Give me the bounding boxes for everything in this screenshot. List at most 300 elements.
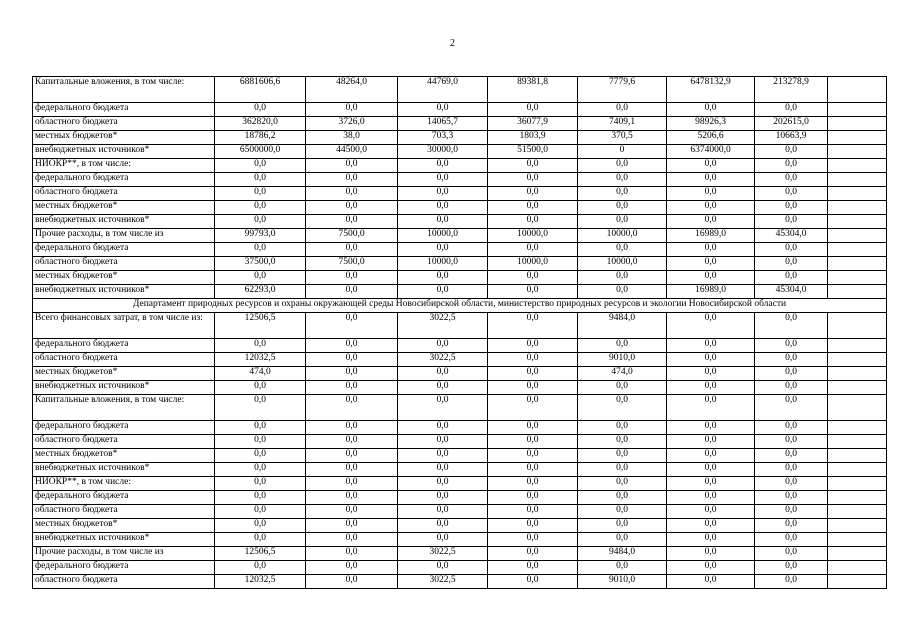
value-cell: 0,0 — [578, 103, 667, 117]
value-cell: 0,0 — [755, 561, 828, 575]
value-cell: 0,0 — [667, 449, 755, 463]
row-label: федерального бюджета — [33, 491, 215, 505]
value-cell: 0,0 — [755, 313, 828, 339]
value-cell: 0,0 — [667, 271, 755, 285]
table-row — [33, 131, 887, 145]
value-cell: 0,0 — [755, 271, 828, 285]
value-cell: 0,0 — [215, 505, 306, 519]
row-label: внебюджетных источников* — [33, 381, 215, 395]
value-cell: 0,0 — [667, 477, 755, 491]
value-cell: 0,0 — [306, 173, 398, 187]
page-number: 2 — [450, 38, 455, 49]
value-cell: 0,0 — [398, 381, 488, 395]
value-cell: 0,0 — [306, 519, 398, 533]
table-row — [33, 145, 887, 159]
value-cell: 0,0 — [398, 491, 488, 505]
value-cell: 0,0 — [398, 173, 488, 187]
empty-cell — [828, 159, 887, 173]
row-label: Прочие расходы, в том числе из — [33, 229, 215, 243]
value-cell: 0,0 — [215, 463, 306, 477]
value-cell: 18786,2 — [215, 131, 306, 145]
value-cell: 12032,5 — [215, 575, 306, 589]
value-cell: 9484,0 — [578, 313, 667, 339]
table-row — [33, 257, 887, 271]
empty-cell — [828, 215, 887, 229]
value-cell: 0,0 — [306, 187, 398, 201]
row-label: областного бюджета — [33, 505, 215, 519]
value-cell: 0,0 — [755, 381, 828, 395]
value-cell: 0,0 — [215, 173, 306, 187]
value-cell: 0,0 — [667, 201, 755, 215]
row-label: федерального бюджета — [33, 103, 215, 117]
value-cell: 45304,0 — [755, 285, 828, 299]
value-cell: 0,0 — [398, 271, 488, 285]
row-label: федерального бюджета — [33, 561, 215, 575]
value-cell: 12506,5 — [215, 547, 306, 561]
value-cell: 0,0 — [306, 339, 398, 353]
value-cell: 0,0 — [667, 435, 755, 449]
value-cell: 45304,0 — [755, 229, 828, 243]
value-cell: 0,0 — [306, 533, 398, 547]
table-row — [33, 77, 887, 103]
value-cell: 0,0 — [667, 421, 755, 435]
value-cell: 0,0 — [755, 257, 828, 271]
table-row — [33, 353, 887, 367]
value-cell: 6881606,6 — [215, 77, 306, 103]
value-cell: 89381,8 — [488, 77, 578, 103]
value-cell: 3726,0 — [306, 117, 398, 131]
value-cell: 0,0 — [488, 367, 578, 381]
value-cell: 0,0 — [306, 159, 398, 173]
value-cell: 0,0 — [755, 519, 828, 533]
value-cell: 0,0 — [488, 449, 578, 463]
row-label: внебюджетных источников* — [33, 463, 215, 477]
empty-cell — [828, 229, 887, 243]
row-label: местных бюджетов* — [33, 201, 215, 215]
value-cell: 0,0 — [755, 547, 828, 561]
table-row — [33, 285, 887, 299]
table-row — [33, 547, 887, 561]
value-cell: 0,0 — [306, 561, 398, 575]
row-label: НИОКР**, в том числе: — [33, 159, 215, 173]
value-cell: 0,0 — [755, 201, 828, 215]
value-cell: 6374000,0 — [667, 145, 755, 159]
value-cell: 12032,5 — [215, 353, 306, 367]
row-label: областного бюджета — [33, 257, 215, 271]
value-cell: 0,0 — [306, 215, 398, 229]
value-cell: 0,0 — [488, 463, 578, 477]
value-cell: 0,0 — [755, 367, 828, 381]
value-cell: 0,0 — [755, 187, 828, 201]
table-row — [33, 421, 887, 435]
value-cell: 703,3 — [398, 131, 488, 145]
value-cell: 16989,0 — [667, 285, 755, 299]
row-label: Всего финансовых затрат, в том числе из: — [33, 313, 215, 339]
empty-cell — [828, 187, 887, 201]
department-title: Департамент природных ресурсов и охраны окружающей среды Новосибирской области, министерство природных ресурсов и экологии Новосибирской области — [33, 299, 887, 313]
value-cell: 362820,0 — [215, 117, 306, 131]
value-cell: 0,0 — [215, 533, 306, 547]
empty-cell — [828, 463, 887, 477]
value-cell: 0,0 — [578, 561, 667, 575]
row-label: местных бюджетов* — [33, 271, 215, 285]
value-cell: 0,0 — [578, 533, 667, 547]
value-cell: 0,0 — [215, 519, 306, 533]
table-row — [33, 103, 887, 117]
value-cell: 0,0 — [755, 173, 828, 187]
value-cell: 7779,6 — [578, 77, 667, 103]
empty-cell — [828, 285, 887, 299]
table-row — [33, 491, 887, 505]
table-row — [33, 159, 887, 173]
value-cell: 0,0 — [578, 395, 667, 421]
table-row — [33, 229, 887, 243]
value-cell: 0,0 — [667, 491, 755, 505]
value-cell: 36077,9 — [488, 117, 578, 131]
row-label: внебюджетных источников* — [33, 533, 215, 547]
empty-cell — [828, 435, 887, 449]
value-cell: 0,0 — [488, 491, 578, 505]
value-cell: 0,0 — [215, 271, 306, 285]
table-row — [33, 435, 887, 449]
value-cell: 6478132,9 — [667, 77, 755, 103]
value-cell: 5206,6 — [667, 131, 755, 145]
row-label: областного бюджета — [33, 117, 215, 131]
table-row — [33, 533, 887, 547]
value-cell: 0,0 — [755, 463, 828, 477]
value-cell: 0,0 — [306, 575, 398, 589]
value-cell: 370,5 — [578, 131, 667, 145]
value-cell: 10000,0 — [488, 229, 578, 243]
value-cell: 0,0 — [488, 103, 578, 117]
value-cell: 62293,0 — [215, 285, 306, 299]
value-cell: 0,0 — [398, 367, 488, 381]
empty-cell — [828, 257, 887, 271]
value-cell: 0,0 — [667, 395, 755, 421]
value-cell: 0,0 — [215, 395, 306, 421]
value-cell: 44769,0 — [398, 77, 488, 103]
value-cell: 0,0 — [755, 243, 828, 257]
value-cell: 7500,0 — [306, 257, 398, 271]
value-cell: 0,0 — [488, 243, 578, 257]
value-cell: 0,0 — [488, 285, 578, 299]
department-row — [33, 299, 887, 313]
value-cell: 0,0 — [578, 421, 667, 435]
value-cell: 0,0 — [398, 435, 488, 449]
value-cell: 0,0 — [488, 519, 578, 533]
value-cell: 0,0 — [215, 491, 306, 505]
value-cell: 0,0 — [398, 505, 488, 519]
empty-cell — [828, 381, 887, 395]
value-cell: 0,0 — [755, 477, 828, 491]
table-row — [33, 271, 887, 285]
value-cell: 0,0 — [398, 449, 488, 463]
value-cell: 0,0 — [667, 463, 755, 477]
empty-cell — [828, 519, 887, 533]
value-cell: 3022,5 — [398, 547, 488, 561]
empty-cell — [828, 201, 887, 215]
value-cell: 0,0 — [755, 449, 828, 463]
value-cell: 0,0 — [306, 435, 398, 449]
value-cell: 0 — [578, 145, 667, 159]
value-cell: 0,0 — [667, 243, 755, 257]
value-cell: 0,0 — [755, 215, 828, 229]
table-row — [33, 381, 887, 395]
value-cell: 3022,5 — [398, 313, 488, 339]
table-row — [33, 187, 887, 201]
table-row — [33, 117, 887, 131]
value-cell: 0,0 — [667, 339, 755, 353]
empty-cell — [828, 313, 887, 339]
value-cell: 0,0 — [398, 561, 488, 575]
value-cell: 0,0 — [398, 533, 488, 547]
value-cell: 0,0 — [488, 339, 578, 353]
empty-cell — [828, 145, 887, 159]
value-cell: 10000,0 — [398, 257, 488, 271]
value-cell: 0,0 — [306, 201, 398, 215]
value-cell: 0,0 — [398, 159, 488, 173]
value-cell: 0,0 — [306, 395, 398, 421]
value-cell: 0,0 — [578, 285, 667, 299]
value-cell: 0,0 — [488, 173, 578, 187]
empty-cell — [828, 367, 887, 381]
value-cell: 3022,5 — [398, 575, 488, 589]
value-cell: 0,0 — [667, 313, 755, 339]
value-cell: 0,0 — [667, 505, 755, 519]
value-cell: 0,0 — [215, 449, 306, 463]
value-cell: 0,0 — [578, 491, 667, 505]
table-row — [33, 561, 887, 575]
value-cell: 0,0 — [488, 421, 578, 435]
value-cell: 0,0 — [755, 353, 828, 367]
value-cell: 0,0 — [667, 173, 755, 187]
value-cell: 0,0 — [578, 463, 667, 477]
value-cell: 0,0 — [667, 215, 755, 229]
value-cell: 0,0 — [215, 243, 306, 257]
row-label: НИОКР**, в том числе: — [33, 477, 215, 491]
value-cell: 0,0 — [578, 339, 667, 353]
value-cell: 3022,5 — [398, 353, 488, 367]
value-cell: 0,0 — [578, 477, 667, 491]
value-cell: 0,0 — [306, 463, 398, 477]
value-cell: 0,0 — [578, 173, 667, 187]
value-cell: 0,0 — [667, 533, 755, 547]
row-label: областного бюджета — [33, 435, 215, 449]
table-row — [33, 367, 887, 381]
value-cell: 0,0 — [488, 533, 578, 547]
value-cell: 9484,0 — [578, 547, 667, 561]
table-row — [33, 505, 887, 519]
value-cell: 0,0 — [667, 367, 755, 381]
value-cell: 0,0 — [398, 477, 488, 491]
value-cell: 0,0 — [488, 505, 578, 519]
value-cell: 0,0 — [306, 353, 398, 367]
value-cell: 0,0 — [488, 435, 578, 449]
value-cell: 0,0 — [578, 243, 667, 257]
table-body — [33, 77, 887, 589]
empty-cell — [828, 505, 887, 519]
row-label: областного бюджета — [33, 353, 215, 367]
value-cell: 0,0 — [306, 103, 398, 117]
value-cell: 0,0 — [398, 243, 488, 257]
value-cell: 0,0 — [755, 575, 828, 589]
empty-cell — [828, 421, 887, 435]
value-cell: 0,0 — [755, 395, 828, 421]
value-cell: 0,0 — [488, 201, 578, 215]
row-label: Прочие расходы, в том числе из — [33, 547, 215, 561]
table-row — [33, 519, 887, 533]
value-cell: 0,0 — [306, 313, 398, 339]
value-cell: 0,0 — [215, 421, 306, 435]
value-cell: 9010,0 — [578, 575, 667, 589]
value-cell: 0,0 — [215, 201, 306, 215]
value-cell: 0,0 — [398, 421, 488, 435]
table-row — [33, 201, 887, 215]
value-cell: 0,0 — [215, 561, 306, 575]
empty-cell — [828, 561, 887, 575]
value-cell: 0,0 — [488, 215, 578, 229]
value-cell: 0,0 — [578, 201, 667, 215]
value-cell: 0,0 — [755, 159, 828, 173]
value-cell: 0,0 — [215, 103, 306, 117]
value-cell: 213278,9 — [755, 77, 828, 103]
value-cell: 0,0 — [578, 449, 667, 463]
empty-cell — [828, 173, 887, 187]
value-cell: 0,0 — [755, 505, 828, 519]
value-cell: 7500,0 — [306, 229, 398, 243]
row-label: федерального бюджета — [33, 339, 215, 353]
value-cell: 0,0 — [578, 271, 667, 285]
value-cell: 0,0 — [755, 421, 828, 435]
value-cell: 0,0 — [667, 561, 755, 575]
value-cell: 0,0 — [667, 519, 755, 533]
value-cell: 0,0 — [667, 159, 755, 173]
value-cell: 0,0 — [578, 505, 667, 519]
table-row — [33, 313, 887, 339]
row-label: внебюджетных источников* — [33, 285, 215, 299]
value-cell: 10000,0 — [578, 257, 667, 271]
value-cell: 0,0 — [578, 159, 667, 173]
value-cell: 0,0 — [578, 519, 667, 533]
value-cell: 0,0 — [755, 533, 828, 547]
value-cell: 16989,0 — [667, 229, 755, 243]
value-cell: 0,0 — [755, 339, 828, 353]
empty-cell — [828, 131, 887, 145]
empty-cell — [828, 103, 887, 117]
value-cell: 0,0 — [215, 187, 306, 201]
empty-cell — [828, 271, 887, 285]
value-cell: 0,0 — [488, 159, 578, 173]
value-cell: 0,0 — [398, 187, 488, 201]
empty-cell — [828, 477, 887, 491]
row-label: внебюджетных источников* — [33, 145, 215, 159]
value-cell: 0,0 — [667, 381, 755, 395]
value-cell: 0,0 — [578, 215, 667, 229]
value-cell: 0,0 — [578, 435, 667, 449]
value-cell: 38,0 — [306, 131, 398, 145]
value-cell: 0,0 — [398, 201, 488, 215]
table-row — [33, 215, 887, 229]
empty-cell — [828, 449, 887, 463]
row-label: областного бюджета — [33, 575, 215, 589]
value-cell: 14065,7 — [398, 117, 488, 131]
row-label: местных бюджетов* — [33, 367, 215, 381]
value-cell: 0,0 — [578, 381, 667, 395]
value-cell: 474,0 — [578, 367, 667, 381]
value-cell: 98926,3 — [667, 117, 755, 131]
value-cell: 0,0 — [488, 187, 578, 201]
value-cell: 0,0 — [488, 575, 578, 589]
value-cell: 0,0 — [306, 477, 398, 491]
value-cell: 0,0 — [398, 103, 488, 117]
value-cell: 7409,1 — [578, 117, 667, 131]
value-cell: 51500,0 — [488, 145, 578, 159]
value-cell: 1803,9 — [488, 131, 578, 145]
value-cell: 0,0 — [488, 271, 578, 285]
empty-cell — [828, 243, 887, 257]
row-label: Капитальные вложения, в том числе: — [33, 395, 215, 421]
value-cell: 0,0 — [306, 285, 398, 299]
value-cell: 0,0 — [306, 547, 398, 561]
value-cell: 0,0 — [398, 463, 488, 477]
value-cell: 10000,0 — [578, 229, 667, 243]
value-cell: 0,0 — [215, 339, 306, 353]
value-cell: 0,0 — [398, 339, 488, 353]
value-cell: 0,0 — [667, 547, 755, 561]
value-cell: 0,0 — [488, 395, 578, 421]
value-cell: 0,0 — [398, 215, 488, 229]
value-cell: 12506,5 — [215, 313, 306, 339]
row-label: федерального бюджета — [33, 173, 215, 187]
budget-table — [32, 76, 887, 589]
value-cell: 0,0 — [667, 257, 755, 271]
value-cell: 0,0 — [398, 519, 488, 533]
value-cell: 0,0 — [488, 477, 578, 491]
row-label: областного бюджета — [33, 187, 215, 201]
row-label: местных бюджетов* — [33, 449, 215, 463]
value-cell: 0,0 — [306, 243, 398, 257]
value-cell: 0,0 — [488, 547, 578, 561]
row-label: местных бюджетов* — [33, 519, 215, 533]
value-cell: 0,0 — [215, 435, 306, 449]
value-cell: 30000,0 — [398, 145, 488, 159]
table-row — [33, 449, 887, 463]
value-cell: 9010,0 — [578, 353, 667, 367]
value-cell: 0,0 — [306, 271, 398, 285]
value-cell: 44500,0 — [306, 145, 398, 159]
value-cell: 0,0 — [578, 187, 667, 201]
empty-cell — [828, 353, 887, 367]
empty-cell — [828, 547, 887, 561]
value-cell: 0,0 — [398, 285, 488, 299]
value-cell: 0,0 — [667, 187, 755, 201]
value-cell: 99793,0 — [215, 229, 306, 243]
empty-cell — [828, 533, 887, 547]
value-cell: 10663,9 — [755, 131, 828, 145]
value-cell: 0,0 — [488, 353, 578, 367]
value-cell: 0,0 — [215, 381, 306, 395]
value-cell: 10000,0 — [398, 229, 488, 243]
table-row — [33, 173, 887, 187]
value-cell: 474,0 — [215, 367, 306, 381]
empty-cell — [828, 395, 887, 421]
value-cell: 10000,0 — [488, 257, 578, 271]
value-cell: 0,0 — [667, 575, 755, 589]
row-label: федерального бюджета — [33, 243, 215, 257]
value-cell: 0,0 — [215, 215, 306, 229]
table-row — [33, 395, 887, 421]
value-cell: 0,0 — [306, 505, 398, 519]
